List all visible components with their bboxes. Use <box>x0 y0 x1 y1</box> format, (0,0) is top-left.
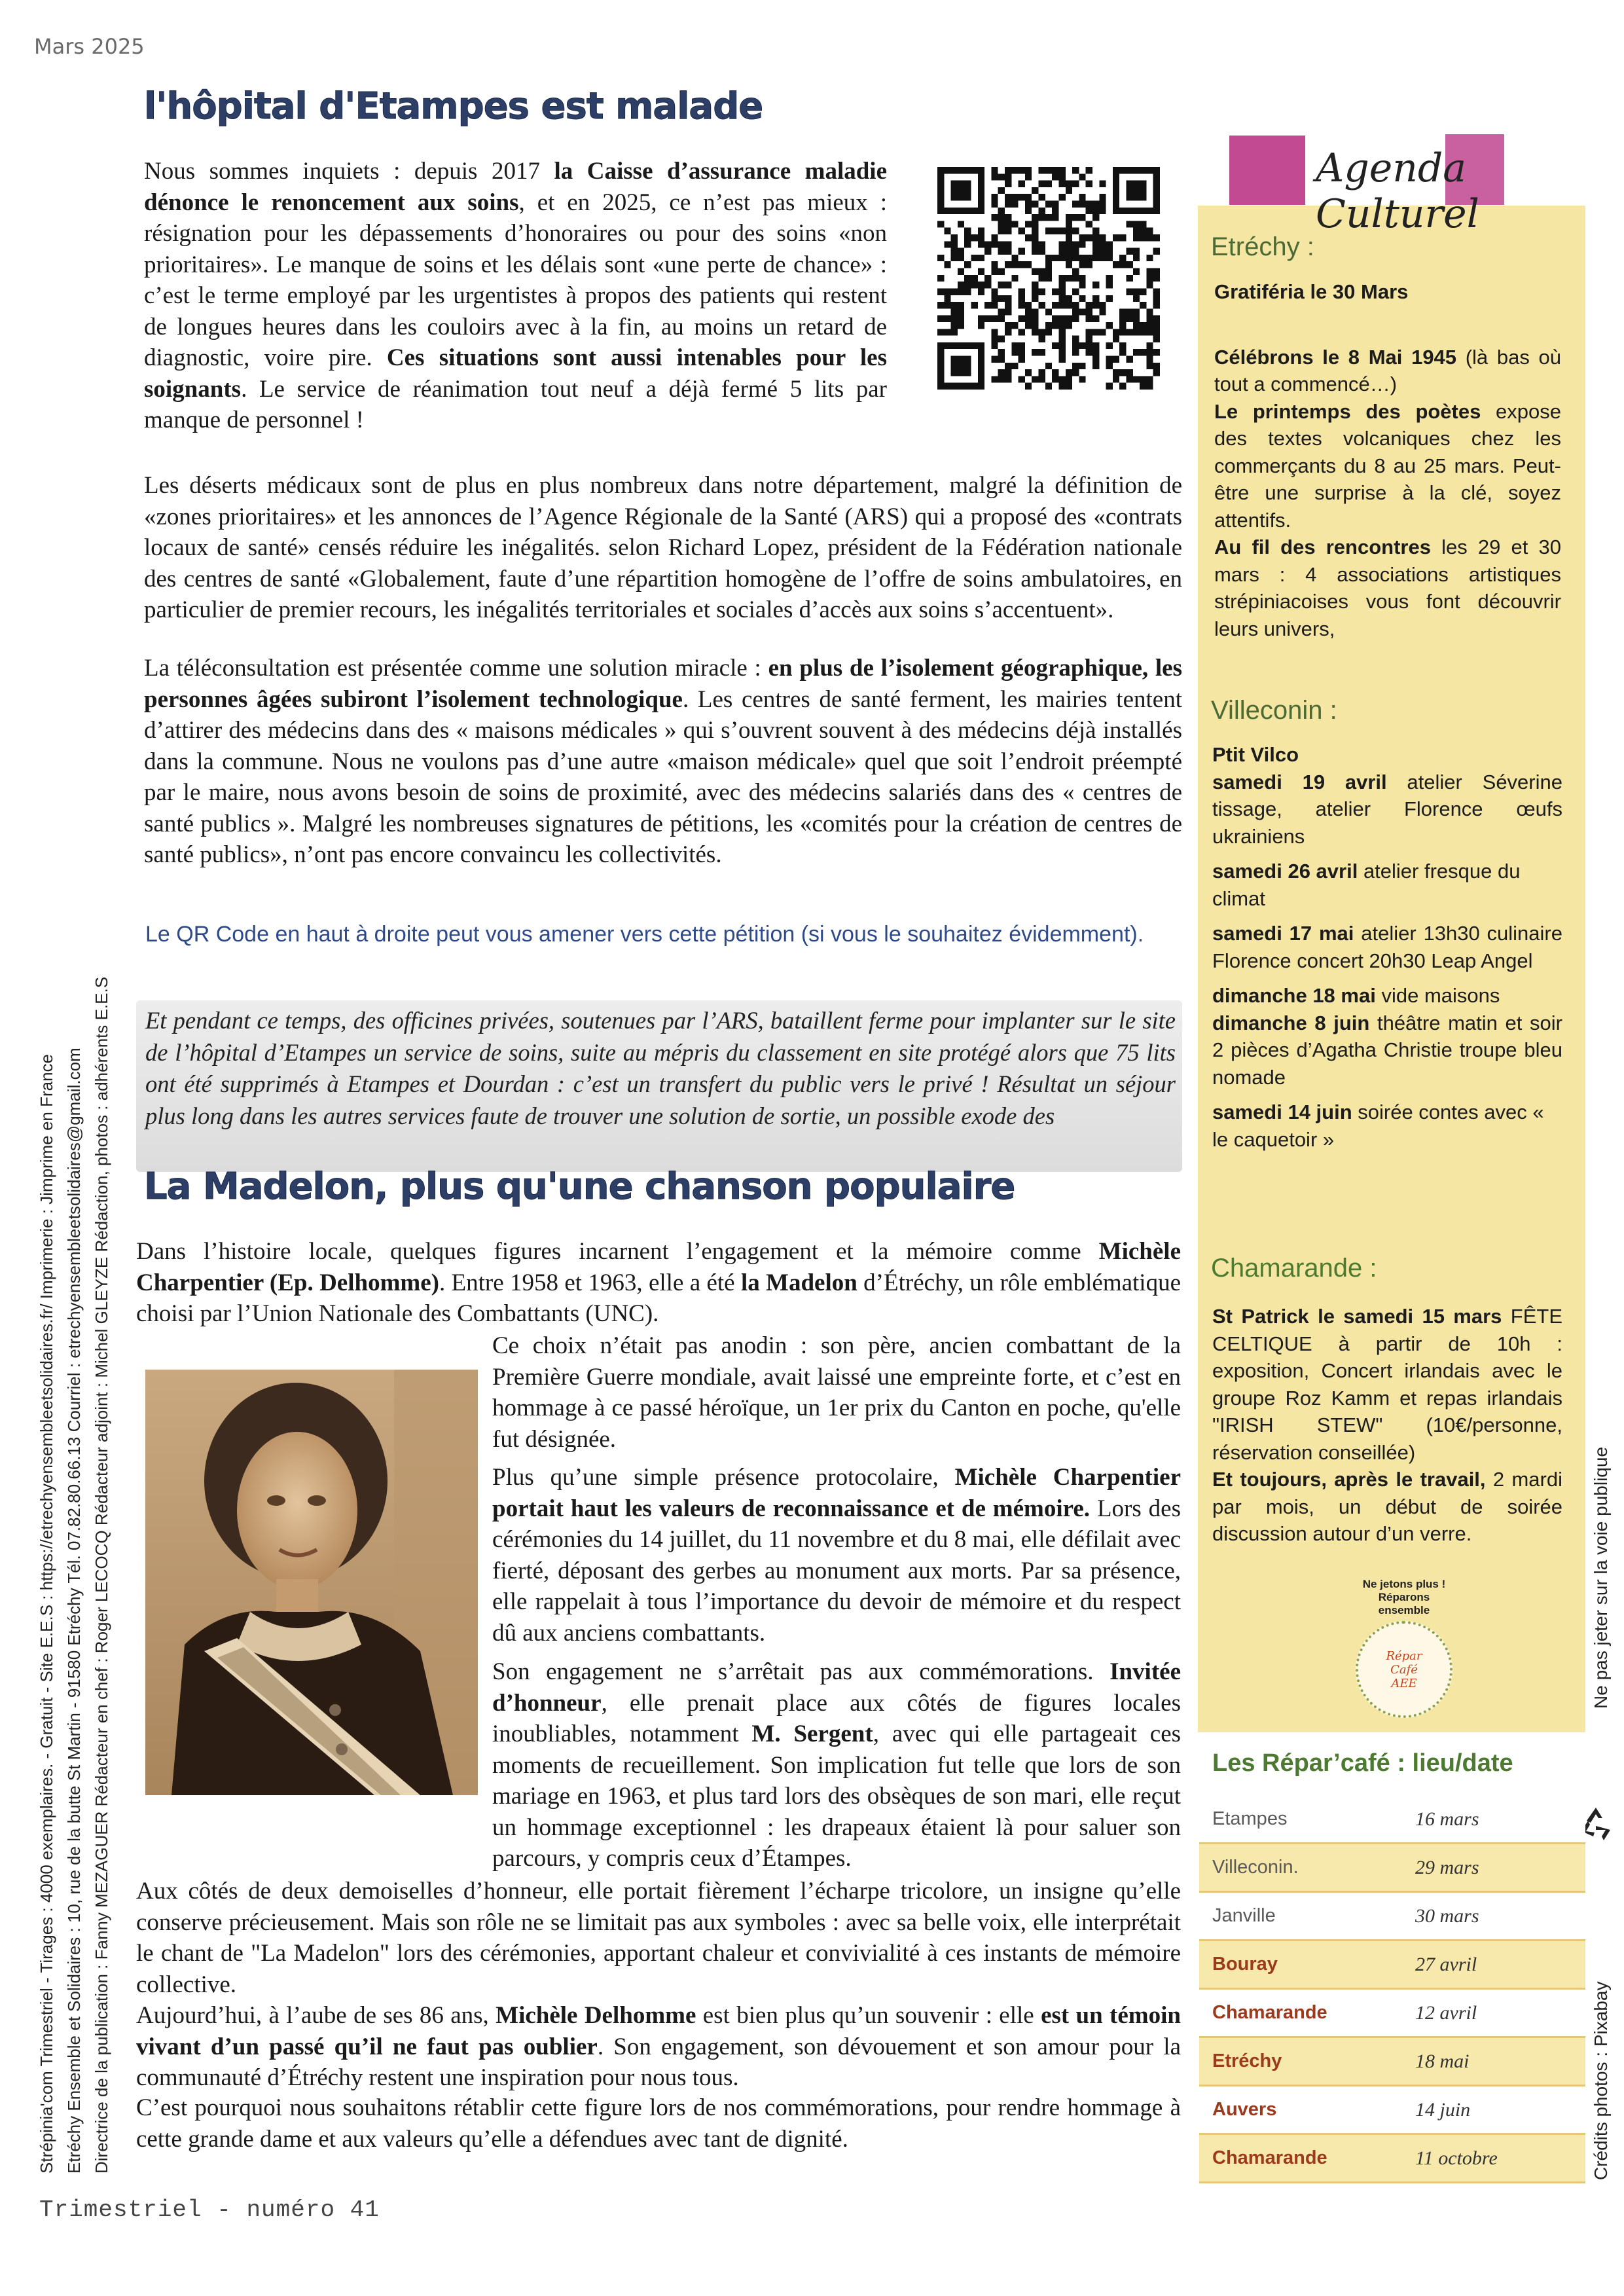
article2-para7 <box>136 2092 1181 2155</box>
agenda-header-block-left <box>1229 136 1305 205</box>
rich-text <box>1212 1099 1562 1153</box>
repair-logo-line2: Réparons ensemble <box>1378 1591 1430 1616</box>
text-run: expose des textes volcaniques chez les commerçants du 8 au 25 mars. Peut-être une surprise à la clé, soyez attentifs. <box>1214 399 1561 532</box>
repair-date: 18 mai <box>1402 2037 1585 2086</box>
agenda-chamarande-items <box>1212 1303 1562 1548</box>
repair-place: Etampes <box>1199 1796 1402 1844</box>
repair-logo-badge <box>1356 1621 1453 1718</box>
text-run: vide maisons <box>1375 984 1500 1007</box>
text-run: atelier fresque du climat <box>1212 860 1521 910</box>
article2-para1 <box>136 1236 1181 1330</box>
bold-run: Ptit Vilco <box>1212 743 1299 766</box>
repair-date: 16 mars <box>1402 1796 1585 1844</box>
agenda-item <box>1214 344 1561 398</box>
table-row <box>1199 1941 1585 1989</box>
table-row <box>1199 2134 1585 2183</box>
text-run: Aujourd’hui, à l’aube de ses 86 ans, <box>136 2002 496 2029</box>
agenda-item <box>1214 398 1561 534</box>
bold-run: Et toujours, après le travail, <box>1212 1468 1486 1491</box>
footer-issue-number: Trimestriel - numéro 41 <box>39 2196 380 2223</box>
bold-run: samedi 14 juin <box>1212 1101 1352 1123</box>
text-run: atelier Séverine tissage, atelier Florence œufs ukrainiens <box>1212 770 1562 848</box>
repair-date: 14 juin <box>1402 2086 1585 2134</box>
repair-place: Etréchy <box>1199 2037 1402 2086</box>
text-run: . Son engagement, son dévouement et son amour pour la communauté d’Étréchy restent une inspiration pour nous tous. <box>136 2033 1181 2091</box>
repair-date: 29 mars <box>1402 1844 1585 1892</box>
text-run: Nous sommes inquiets : depuis 2017 <box>144 158 554 185</box>
text-run: , elle prenait place aux côtés de figures locales inoubliables, notamment <box>492 1689 1181 1747</box>
agenda-item <box>1212 982 1562 1010</box>
text-run: atelier 13h30 culinaire Florence concert 20h30 Leap Angel <box>1212 922 1562 972</box>
table-row <box>1199 1989 1585 2037</box>
text-run: , et en 2025, ce n’est pas mieux : résignation pour les dépassements d’honoraires ou pour des soins «non prioritaires». Le manque de soins et les délais sont «une perte de chance» : c’est le terme employé par les urgentistes à propos des patients qui restent de longues heures dans les couloirs avec à la fin, au moins un retard de diagnostic, voire pire. <box>144 189 887 371</box>
table-row <box>1199 2037 1585 2086</box>
agenda-item <box>1212 741 1562 769</box>
masthead-vertical <box>0 0 118 2296</box>
agenda-villeconin-heading: Villeconin : <box>1211 696 1337 725</box>
bold-run: St Patrick le samedi 15 mars <box>1212 1305 1502 1328</box>
repair-place: Bouray <box>1199 1941 1402 1989</box>
masthead-line-1: Strépinia'com Trimestriel - Tirages : 4000 exemplaires. - Gratuit - Site E.E.S : https://etrechyensembleetsolidaires.fr/ Imprimerie : Jimprime en France <box>37 1053 56 2174</box>
article2-title: La Madelon, plus qu'une chanson populaire <box>144 1165 1015 1208</box>
rich-text <box>1214 344 1561 398</box>
agenda-item <box>1214 278 1561 306</box>
article2-para7-text: C’est pourquoi nous souhaitons rétablir cette figure lors de nos commémorations, pour rendre hommage à cette grande dame et aux valeurs qu’elle a défendues avec tant de dignité. <box>136 2094 1181 2153</box>
bold-run: la Madelon <box>740 1269 857 1296</box>
repair-date: 12 avril <box>1402 1989 1585 2037</box>
agenda-item <box>1212 858 1562 912</box>
repair-date: 30 mars <box>1402 1892 1585 1941</box>
text-run: soirée contes avec « le caquetoir » <box>1212 1101 1544 1151</box>
masthead-line-2: Etréchy Ensemble et Solidaires : 10, rue de la butte St Martin - 91580 Etréchy Tél. 07.82.80.66.13 Courriel : etrechyensembleetsolidaires@gmail.com <box>64 1048 84 2174</box>
rich-text <box>1212 858 1562 912</box>
masthead-line-3: Directrice de la publication : Fanny MEZAGUER Rédacteur en chef : Roger LECOCQ Rédacteur adjoint : Michel GLEYZE Rédaction, photos : adhérents E.E.S <box>92 976 111 2174</box>
bold-run: dimanche 8 juin <box>1212 1011 1370 1034</box>
rich-text <box>492 1656 1181 1874</box>
text-run: Dans l’histoire locale, quelques figures incarnent l’engagement et la mémoire comme <box>136 1238 1099 1265</box>
repair-place: Auvers <box>1199 2086 1402 2134</box>
text-run: Plus qu’une simple présence protocolaire, <box>492 1464 955 1491</box>
bold-run: Ces situations sont aussi intenables pour les soignants <box>144 344 887 403</box>
bold-run: Le printemps des poètes <box>1214 399 1481 423</box>
text-run: . Les centres de santé ferment, les mairies tentent d’attirer des médecins dans des « maisons médicales » qui s’ouvrent souvent à des médecins déjà installés dans la commune. Nous ne voulons pas d’une autre «maison médicale» quel que soit l’endroit préempté par le maire, nous avons besoin de soins de proximité, avec des médecins salariés dans des « centres de santé publics ». Malgré les nombreuses signatures de pétitions, les «comités pour la création de centres de santé publics», n’ont pas encore convaincu les collectivités. <box>144 685 1182 868</box>
text-run: théâtre matin et soir 2 pièces d’Agatha Christie troupe bleu nomade <box>1212 1011 1562 1089</box>
article1-para3 <box>144 653 1182 871</box>
repair-place: Chamarande <box>1199 2134 1402 2183</box>
madelon-portrait-photo <box>145 1370 478 1795</box>
table-row <box>1199 1796 1585 1844</box>
bold-run: Michèle Charpentier (Ep. Delhomme) <box>136 1238 1181 1296</box>
bold-run: M. Sergent <box>751 1721 873 1747</box>
text-run: . Entre 1958 et 1963, elle a été <box>439 1269 741 1296</box>
issue-date: Mars 2025 <box>34 34 145 59</box>
bold-run: samedi 26 avril <box>1212 860 1358 883</box>
quote-paragraph: Et pendant ce temps, des officines privées, soutenues par l’ARS, bataillent ferme pour implanter sur le site de l’hôpital d’Etampes un service de soins, suite au mépris du classement en site protégé alors que 75 lits ont été supprimés à Etampes et Dourdan : c’est un transfert du public vers le privé ! Résultat un séjour plus long dans les autres services faute de trouver une solution de sortie, un possible exode des <box>145 1007 1176 1129</box>
rich-text <box>1212 982 1562 1010</box>
repair-date: 27 avril <box>1402 1941 1585 1989</box>
article2-para3 <box>492 1462 1181 1649</box>
rich-text <box>1214 534 1561 642</box>
petition-qr-code[interactable] <box>937 167 1160 390</box>
repair-logo-line1: Ne jetons plus ! <box>1362 1578 1446 1590</box>
article1-para1 <box>144 156 887 436</box>
article2-para2-text: Ce choix n’était pas anodin : son père, ancien combattant de la Première Guerre mondiale, avait laissé une empreinte forte, et c’est en hommage à ce passé héroïque, un 1er prix du Canton en poche, qu'elle fut désignée. <box>492 1332 1181 1453</box>
rich-text <box>1212 920 1562 974</box>
agenda-item <box>1212 769 1562 850</box>
repair-place: Janville <box>1199 1892 1402 1941</box>
text-run: 2 mardi par mois, un début de soirée discussion autour d’un verre. <box>1212 1468 1562 1545</box>
bold-run: Michèle Charpentier portait haut les valeurs de reconnaissance et de mémoire. <box>492 1464 1181 1522</box>
text-run: FÊTE CELTIQUE à partir de 10h : exposition, Concert irlandais avec le groupe Roz Kamm et repas irlandais "IRISH STEW" (10€/personne, réservation conseillée) <box>1212 1305 1562 1464</box>
rich-text <box>144 653 1182 871</box>
text-run: Lors des cérémonies du 14 juillet, du 11 novembre et du 8 mai, elle défilait avec fierté, déposant des gerbes au monument aux morts. Par sa présence, elle rappelait à tous l’importance du devoir de mémoire et du respect dû aux anciens combattants. <box>492 1495 1181 1647</box>
repair-place: Villeconin. <box>1199 1844 1402 1892</box>
rich-text <box>1212 769 1562 850</box>
rich-text <box>492 1462 1181 1649</box>
rich-text <box>1214 398 1561 534</box>
agenda-item <box>1212 1010 1562 1091</box>
article2-para5 <box>136 1876 1181 2000</box>
repair-cafe-table <box>1199 1796 1585 2183</box>
agenda-etrechy-items <box>1214 278 1561 642</box>
article2-para5-text: Aux côtés de deux demoiselles d’honneur, elle portait fièrement l’écharpe tricolore, un insigne qu’elle conserve précieusement. Mais son rôle ne se limitait pas aux symboles : avec sa belle voix, elle interprétait le chant de "La Madelon" lors des cérémonies, apportant chaleur et convivialité à ces instants de mémoire collective. <box>136 1878 1181 1998</box>
text-run: est bien plus qu’un souvenir : elle <box>696 2002 1041 2029</box>
agenda-item <box>1212 1466 1562 1548</box>
bold-run: samedi 17 mai <box>1212 922 1354 945</box>
bold-run: Michèle Delhomme <box>496 2002 696 2029</box>
table-row <box>1199 1892 1585 1941</box>
agenda-chamarande-heading: Chamarande : <box>1211 1254 1377 1283</box>
agenda-item <box>1212 1303 1562 1466</box>
agenda-item <box>1212 920 1562 974</box>
photo-credits: Crédits photos : Pixabay <box>1591 1981 1611 2180</box>
article1-para2 <box>144 470 1182 626</box>
agenda-villeconin-items <box>1212 741 1562 1153</box>
bold-run: Gratiféria le 30 Mars <box>1214 280 1409 303</box>
rich-text <box>136 2000 1181 2094</box>
rich-text <box>1212 1010 1562 1091</box>
text-run: , avec qui elle partageait ces moments de recueillement. Son implication fut telle que lors de son mariage en 1963, et plus tard lors des obsèques de son mari, elle reçut un hommage exceptionnel : les drapeaux étaient là pour saluer son parcours, y compris ceux d’Étampes. <box>492 1721 1182 1872</box>
bold-run: est un témoin vivant d’un passé qu’il ne faut pas oublier <box>136 2002 1181 2060</box>
repair-logo-badge-text: Répar Café AEE <box>1386 1649 1422 1690</box>
rich-text <box>1212 741 1562 769</box>
table-row <box>1199 1844 1585 1892</box>
bold-run: dimanche 18 mai <box>1212 984 1376 1007</box>
text-run: La téléconsultation est présentée comme une solution miracle : <box>144 655 768 682</box>
article1-title: l'hôpital d'Etampes est malade <box>144 85 763 128</box>
rich-text <box>144 156 887 436</box>
article1-para2-text: Les déserts médicaux sont de plus en plus nombreux dans notre département, malgré la définition de «zones prioritaires» et les annonces de l’Agence Régionale de la Santé (ARS) qui a proposé des «contrats locaux de santé» censés réduire les inégalités. selon Richard Lopez, président de la Fédération nationale des centres de santé «Globalement, faute d’une répartition homogène de l’offre de soins ambulatoires, en particulier de premier recours, les inégalités territoriales et sociales d’accès aux soins s’accentuent». <box>144 472 1182 623</box>
text-run: (là bas où tout a commencé…) <box>1214 345 1561 395</box>
no-littering-note: Ne pas jeter sur la voie publique <box>1591 1446 1611 1709</box>
bold-run: samedi 19 avril <box>1212 770 1387 793</box>
table-row <box>1199 2086 1585 2134</box>
text-run: d’Étréchy, un rôle emblématique choisi par l’Union Nationale des Combattants (UNC). <box>136 1269 1182 1327</box>
rich-text <box>1212 1303 1562 1466</box>
repair-place: Chamarande <box>1199 1989 1402 2037</box>
rich-text <box>1214 278 1561 306</box>
text-run: . Le service de réanimation tout neuf a déjà fermé 5 lits par manque de personnel ! <box>144 375 887 433</box>
text-run: Son engagement ne s’arrêtait pas aux commémorations. <box>492 1658 1110 1685</box>
repair-cafe-heading: Les Répar’café : lieu/date <box>1212 1749 1513 1777</box>
agenda-item <box>1214 534 1561 642</box>
repair-date: 11 octobre <box>1402 2134 1585 2183</box>
bold-run: Au fil des rencontres <box>1214 536 1431 558</box>
text-run: les 29 et 30 mars : 4 associations artistiques strépiniacoises vous font découvrir leurs univers, <box>1214 536 1561 640</box>
agenda-item <box>1212 1099 1562 1153</box>
bold-run: la Caisse d’assurance maladie dénonce le renoncement aux soins <box>144 158 888 216</box>
qr-code-note: Le QR Code en haut à droite peut vous amener vers cette pétition (si vous le souhaitez évidemment). <box>145 922 1144 947</box>
bold-run: Invitée d’honneur <box>492 1658 1181 1717</box>
rich-text <box>136 1236 1181 1330</box>
article2-para2 <box>492 1330 1181 1455</box>
bold-run: Célébrons le 8 Mai 1945 <box>1214 345 1457 369</box>
article2-para6 <box>136 2000 1181 2094</box>
rich-text <box>1212 1466 1562 1548</box>
article2-para4 <box>492 1656 1181 1874</box>
repair-cafe-logo <box>1355 1578 1453 1722</box>
bold-run: en plus de l’isolement géographique, les personnes âgées subiront l’isolement technologique <box>144 655 1182 713</box>
agenda-etrechy-heading: Etréchy : <box>1211 232 1314 261</box>
agenda-title: Agenda Culturel <box>1316 145 1479 237</box>
